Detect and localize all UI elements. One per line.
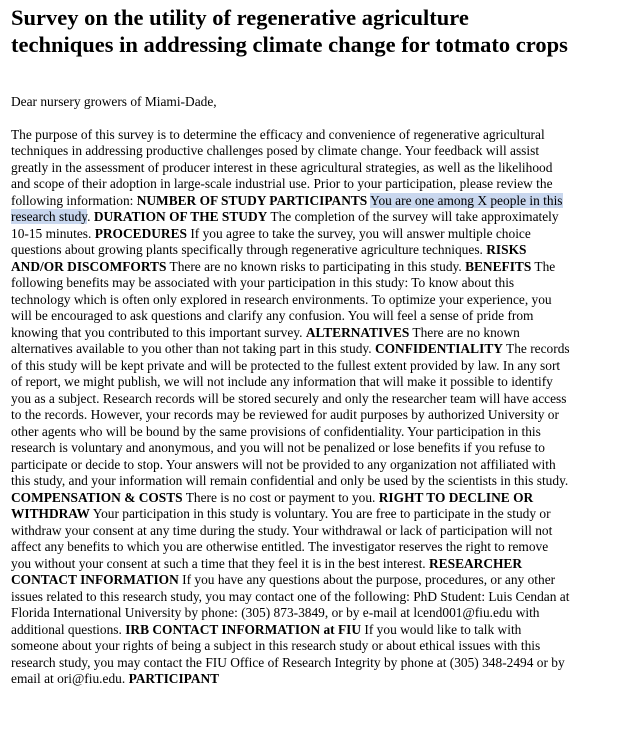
section-text-alternatives: There are no known alternatives available to you other than not taking part in this study. <box>11 324 520 356</box>
section-text-benefits: The following benefits may be associated with your participation in this study: To know about this technology which is often only explored in research environments. To optimize your experience, you will be encouraged to ask questions and clarify any confusion. You will feel a sense of pride from knowing that you contributed to this important survey. <box>11 258 556 340</box>
section-text-compensation: There is no cost or payment to you. <box>185 489 376 505</box>
section-heading-alternatives: ALTERNATIVES <box>305 324 410 340</box>
section-heading-duration: DURATION OF THE STUDY <box>93 209 268 224</box>
document-page <box>11 4 571 688</box>
section-heading-irb-contact: IRB CONTACT INFORMATION at FIU <box>125 621 362 637</box>
section-heading-benefits: BENEFITS <box>465 258 532 274</box>
section-heading-researcher-contact: RESEARCHER CONTACT INFORMATION <box>11 555 523 587</box>
section-heading-compensation: COMPENSATION & COSTS <box>11 489 183 505</box>
section-text-irb-contact: If you would like to talk with someone about your rights of being a subject in this research study or about ethical issues with this research study, you may contact the FIU Office of Research Integrity by phone at (305) 348-2494 or by email at ori@fiu.edu. <box>11 621 565 686</box>
section-heading-participant: PARTICIPANT <box>128 671 220 686</box>
section-text-duration: The completion of the survey will take approximately 10-15 minutes. <box>11 209 559 241</box>
section-heading-participants: NUMBER OF STUDY PARTICIPANTS <box>136 192 368 208</box>
section-text-confidentiality: The records of this study will be kept private and will be protected to the fullest extent provided by law. In any sort of report, we might publish, we will not include any information that will make it possible to identify you as a subject. Research records will be stored securely and only the researcher team will have access to the records. However, your records may be reviewed for audit purposes by authorized University or other agents who will be bound by the same provisions of confidentiality. Your participation in this research is voluntary and anonymous, and you will not be penalized or lose benefits if you refuse to participate or decide to stop. Your answers will not be provided to any organization not affiliated with this study, and your information will remain confidential and only be used by the scientists in this study. <box>11 341 570 488</box>
section-text-withdraw: Your participation in this study is voluntary. You are free to participate in the study or withdraw your consent at any time during the study. Your withdrawal or lack of participation will not affect any benefits to which you are otherwise entitled. The investigator reserves the right to remove you without your consent at such a time that they feel it is in the best interest. <box>11 506 553 571</box>
section-heading-procedures: PROCEDURES <box>94 225 187 241</box>
greeting: Dear nursery growers of Miami-Dade, <box>11 94 217 109</box>
section-heading-risks: RISKS AND/OR DISCOMFORTS <box>11 242 527 274</box>
section-heading-confidentiality: CONFIDENTIALITY <box>374 341 503 356</box>
section-participants-tail: . <box>87 209 91 224</box>
section-text-researcher-contact: If you have any questions about the purpose, procedures, or any other issues related to this research study, you may contact one of the following: PhD Student: Luis Cendan at Florida International University by phone: (305) 873-3849, or by e-mail at lcend001@fiu.edu with additional questions. <box>11 572 570 637</box>
consent-body <box>11 127 571 688</box>
document-title: Survey on the utility of regenerative agriculture techniques in addressing climate change for totmato crops <box>11 5 568 57</box>
intro-text: The purpose of this survey is to determine the efficacy and convenience of regenerative agricultural techniques in addressing productive challenges posed by climate change. Your feedback will assist greatly in the assessment of producer interest in these agricultural strategies, as well as the likelihood and scope of their adoption in large-scale industrial use. Prior to your participation, please review the following information: <box>11 126 553 208</box>
section-heading-withdraw: RIGHT TO DECLINE OR WITHDRAW <box>11 489 534 521</box>
section-text-risks: There are no known risks to participating in this study. <box>169 258 462 274</box>
selected-text-participants[interactable]: You are one among X people in this research study <box>11 192 563 224</box>
section-text-procedures: If you agree to take the survey, you will answer multiple choice questions about growing plants specifically through regenerative agriculture techniques. <box>11 225 531 257</box>
